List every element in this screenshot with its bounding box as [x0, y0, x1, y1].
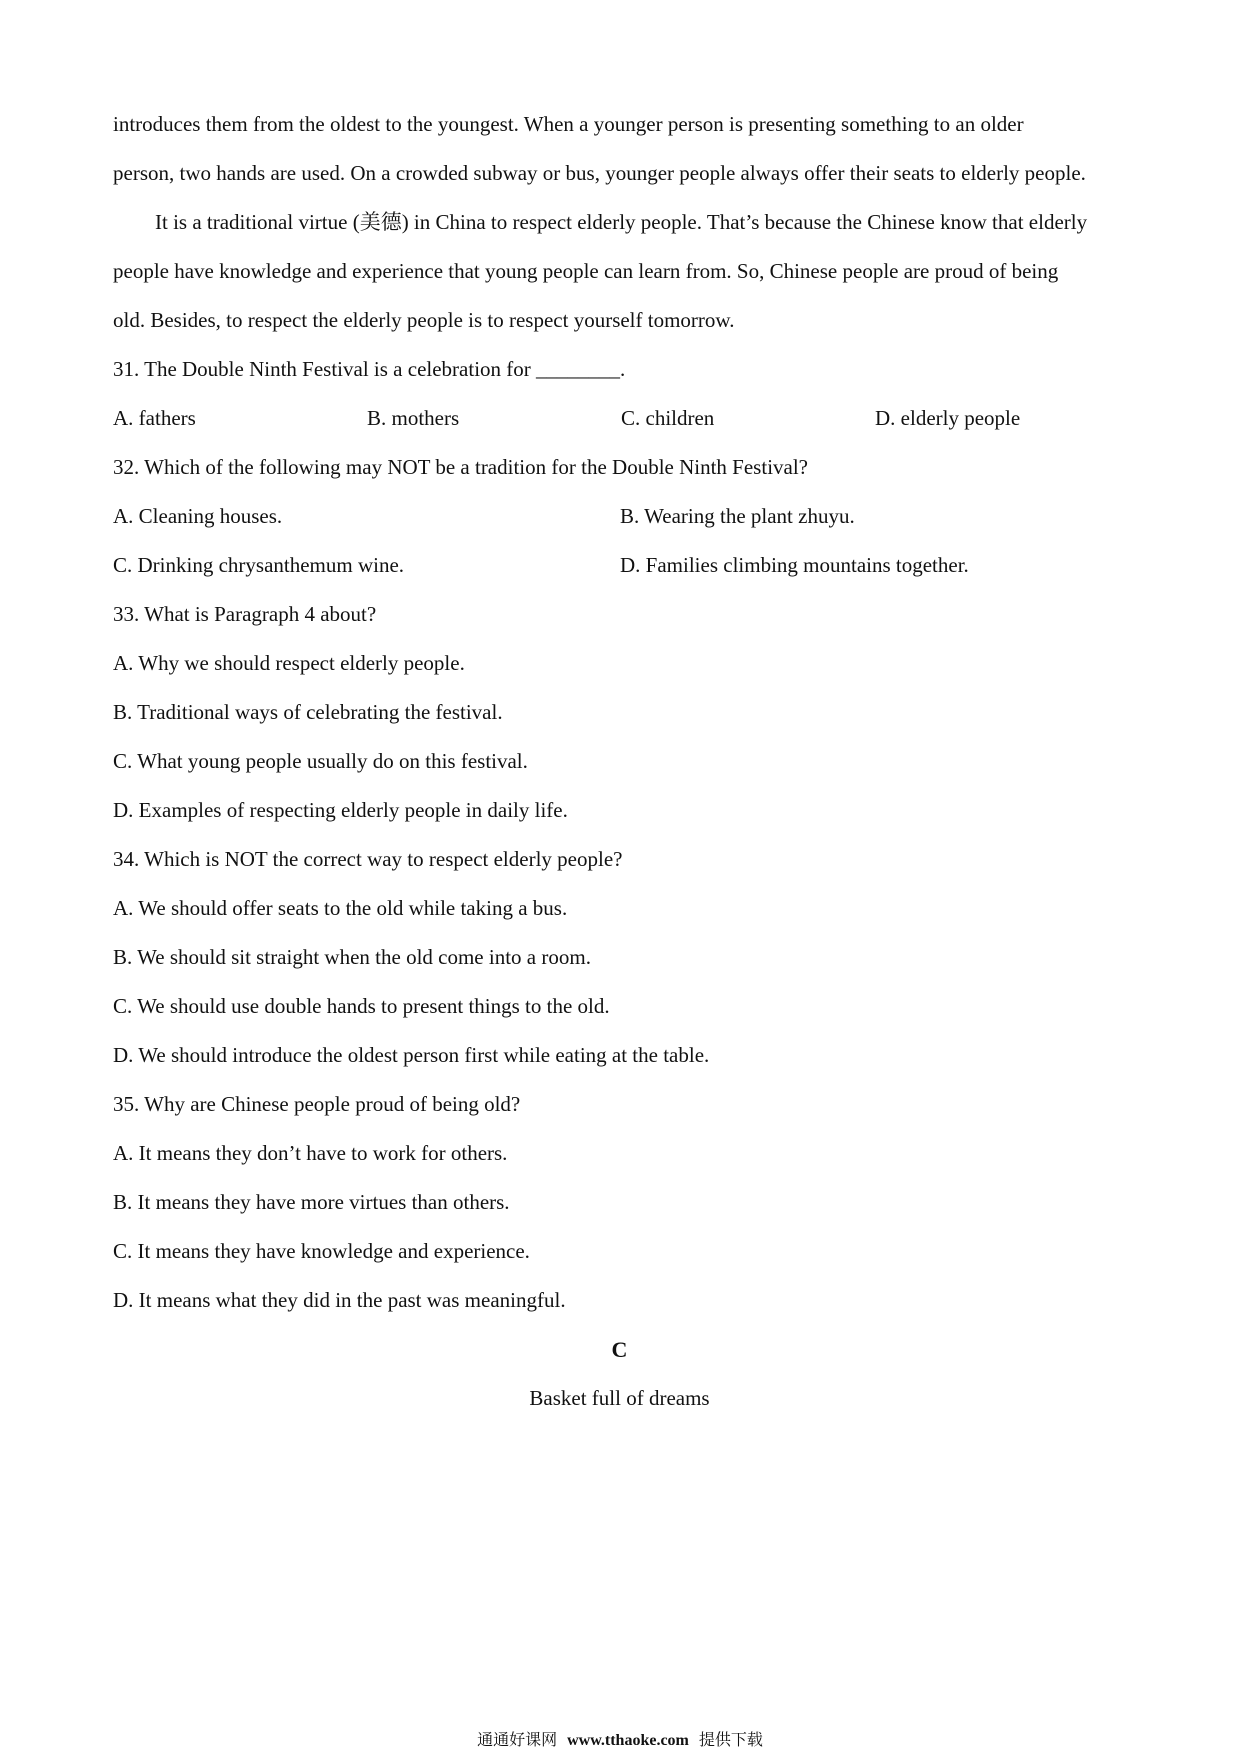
footer-url-link[interactable]: www.tthaoke.com [567, 1732, 689, 1749]
question-34-option-a: A. We should offer seats to the old while taking a bus. [113, 896, 568, 920]
question-35-option-a: A. It means they don’t have to work for others. [113, 1141, 508, 1165]
page-content [113, 100, 1133, 1423]
passage-paragraph-5-line: It is a traditional virtue (美德) in China to respect elderly people. That’s because the Chinese know that elderly [155, 210, 1088, 234]
question-31-options [113, 394, 1133, 443]
question-33-option-c: C. What young people usually do on this festival. [113, 749, 528, 773]
question-32-options-row-1 [113, 492, 1133, 541]
question-33-option-a: A. Why we should respect elderly people. [113, 651, 465, 675]
passage-line: introduces them from the oldest to the youngest. When a younger person is presenting something to an older [113, 112, 1024, 136]
question-32-option-a: A. Cleaning houses. [113, 504, 283, 528]
footer-site-name: 通通好课网 [477, 1730, 558, 1749]
question-32-option-d: D. Families climbing mountains together. [620, 553, 969, 577]
passage-paragraph-5-line: old. Besides, to respect the elderly people is to respect yourself tomorrow. [113, 308, 735, 332]
question-34-stem: 34. Which is NOT the correct way to respect elderly people? [113, 847, 623, 871]
question-35-option-b: B. It means they have more virtues than others. [113, 1190, 510, 1214]
question-31-option-b: B. mothers [367, 406, 460, 430]
question-35-option-c: C. It means they have knowledge and experience. [113, 1239, 530, 1263]
question-32-stem: 32. Which of the following may NOT be a tradition for the Double Ninth Festival? [113, 455, 808, 479]
question-32-option-b: B. Wearing the plant zhuyu. [620, 504, 855, 528]
question-33-stem: 33. What is Paragraph 4 about? [113, 602, 377, 626]
question-35-stem: 35. Why are Chinese people proud of being old? [113, 1092, 521, 1116]
footer-download-text: 提供下载 [698, 1730, 763, 1749]
question-32-option-c: C. Drinking chrysanthemum wine. [113, 553, 405, 577]
question-34-option-d: D. We should introduce the oldest person first while eating at the table. [113, 1043, 710, 1067]
question-35-option-d: D. It means what they did in the past was meaningful. [113, 1288, 566, 1312]
question-34-option-c: C. We should use double hands to present things to the old. [113, 994, 610, 1018]
passage-paragraph-5-line: people have knowledge and experience that young people can learn from. So, Chinese people are proud of being [113, 259, 1059, 283]
passage-line: person, two hands are used. On a crowded subway or bus, younger people always offer their seats to elderly people. [113, 161, 1086, 185]
question-31-option-a: A. fathers [113, 406, 196, 430]
question-34-option-b: B. We should sit straight when the old come into a room. [113, 945, 591, 969]
section-heading: C [611, 1337, 628, 1362]
question-31-option-d: D. elderly people [875, 406, 1021, 430]
question-33-option-d: D. Examples of respecting elderly people in daily life. [113, 798, 568, 822]
question-31-option-c: C. children [621, 406, 715, 430]
page-footer [0, 1727, 1240, 1750]
question-33-option-b: B. Traditional ways of celebrating the festival. [113, 700, 503, 724]
question-32-options-row-2 [113, 541, 1133, 590]
passage-title: Basket full of dreams [529, 1386, 710, 1410]
question-31-stem: 31. The Double Ninth Festival is a celebration for ________. [113, 357, 626, 381]
